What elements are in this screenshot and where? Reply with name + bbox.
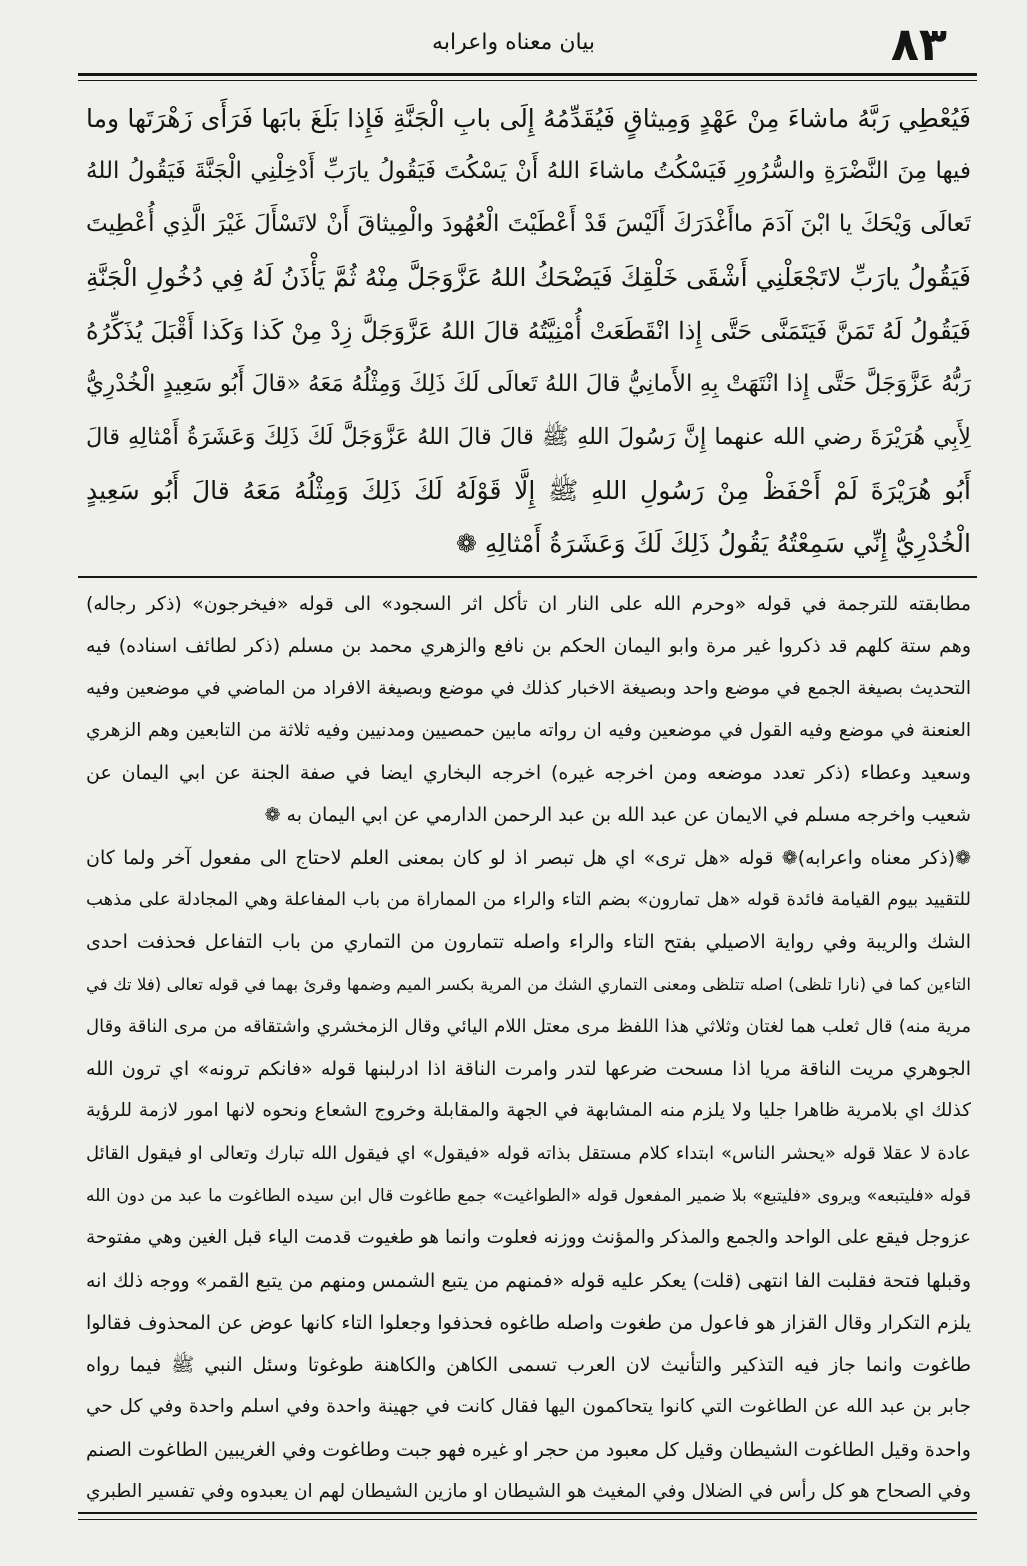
commentary-line: شعيب واخرجه مسلم في الايمان عن عبد الله بن عبد الرحمن الدارمي عن ابي اليمان به ❁ xyxy=(264,804,971,827)
commentary-line: الشك والريبة وفي رواية الاصيلي بفتح التاء والراء واصله تتمارون من التماري من باب التفاعل فحذفت احدى xyxy=(86,931,971,954)
hadith-text-block xyxy=(86,92,971,570)
commentary-line: الجوهري مريت الناقة مريا اذا مسحت ضرعها لتدر وامرت الناقة اذا ادرلبنها قوله «فانكم ترونه» اي ترون الله xyxy=(86,1058,971,1081)
commentary-line: التحديث بصيغة الجمع في موضع واحد وبصيغة الاخبار كذلك في موضع وبصيغة الافراد من الماضي في موضعين وفيه xyxy=(86,677,971,699)
commentary-line: طاغوت وانما جاز فيه التذكير والتأنيث لان العرب تسمى الكاهن والكاهنة طوغوتا وسئل النبي ﷺ فيما رواه xyxy=(86,1354,971,1377)
hadith-line: تَعالَى وَيْحَكَ يا ابْنَ آدَمَ ماأَغْدَرَكَ أَلَيْسَ قَدْ أَعْطَيْتَ الْعُهُودَ والْمِيثاقَ أَنْ لاتَسْأَلَ غَيْرَ الَّذِي أُعْطِيتَ xyxy=(86,211,971,238)
hadith-line: فَيَقُولُ يارَبِّ لاتَجْعَلْنِي أَشْقَى خَلْقِكَ فَيَضْحَكُ اللهُ عَزَّوَجَلَّ مِنْهُ ثُمَّ يَأْذَنُ لَهُ فِي دُخُولِ الْجَنَّةِ xyxy=(86,263,971,293)
commentary-line: ❁(ذكر معناه واعرابه)❁ قوله «هل ترى» اي هل تبصر اذ لو كان بمعنى العلم لاحتاج الى مفعول آخر ولما كان xyxy=(86,846,971,869)
commentary-line: عزوجل فيقع على الواحد والجمع والمذكر والمؤنث ووزنه فعلوت وانما هو طغيوت قدمت الياء قبل الغين وهي مفتوحة xyxy=(86,1227,971,1249)
commentary-line: وقبلها فتحة فقلبت الفا انتهى (قلت) يعكر عليه قوله «فمنهم من يتبع الشمس ومنهم من يتبع القمر» ووجه ذلك انه xyxy=(86,1269,971,1292)
commentary-line: وهم ستة كلهم قد ذكروا غير مرة وابو اليمان الحكم بن نافع والزهري محمد بن مسلم (ذكر لطائف اسناده) فيه xyxy=(86,635,971,658)
hadith-line: فَيُعْطِي رَبَّهُ ماشاءَ مِنْ عَهْدٍ وَمِيثاقٍ فَيُقَدِّمُهُ إِلَى بابِ الْجَنَّةِ فَإِذا بَلَغَ بابَها فَرَأَى زَهْرَتَها وما xyxy=(86,104,971,133)
hadith-line: فَيَقُولُ لَهُ تَمَنَّ فَيَتَمَنَّى حَتَّى إِذا انْقَطَعَتْ أُمْنِيَّتُهُ قالَ اللهُ عَزَّوَجَلَّ زِدْ مِنْ كَذا وَكَذا أَقْبَلَ يُذَكِّرُهُ xyxy=(86,316,971,345)
bottom-rule-thick xyxy=(78,1512,977,1514)
hadith-line: الْخُدْرِيُّ إِنِّي سَمِعْتُهُ يَقُولُ ذَلِكَ لَكَ وَعَشَرَةُ أَمْثالِهِ ❁ xyxy=(455,529,971,558)
page-header xyxy=(70,18,957,70)
commentary-line: للتقييد بيوم القيامة فائدة قوله «هل تمارون» بضم التاء والراء من المماراة من باب المفاعلة وهي المجادلة على مذهب xyxy=(86,888,971,910)
hadith-line: أَبُو هُرَيْرَةَ لَمْ أَحْفَظْ مِنْ رَسُولِ اللهِ ﷺ إِلَّا قَوْلَهُ لَكَ ذَلِكَ وَمِثْلُهُ مَعَهُ قالَ أَبُو سَعِيدٍ xyxy=(86,475,971,505)
commentary-line: مطابقته للترجمة في قوله «وحرم الله على النار ان تأكل اثر السجود» الى قوله «فيخرجون» (ذكر رجاله) xyxy=(86,593,971,615)
top-rule-thin xyxy=(78,80,977,81)
commentary-line: واحدة وقيل الطاغوت الشيطان وقيل كل معبود من حجر او غيره فهو جبت وطاغوت وفي الغريبين الطاغوت الصنم xyxy=(86,1438,971,1461)
hadith-line: فيها مِنَ النَّضْرَةِ والسُّرُورِ فَيَسْكُتُ ماشاءَ اللهُ أَنْ يَسْكُتَ فَيَقُولُ يارَبِّ أَدْخِلْنِي الْجَنَّةَ فَيَقُولُ اللهُ xyxy=(86,158,971,185)
commentary-line: وفي الصحاح هو كل رأس في الضلال وفي المغيث هو الشيطان او مازين الشيطان لهم ان يعبدوه وفي تفسير الطبري xyxy=(86,1480,971,1502)
commentary-line: العنعنة في موضع وفيه القول في موضعين وفيه ان رواته مابين حمصيين ومدنيين وفيه ثلاثة من التابعين وهم الزهري xyxy=(86,719,971,741)
section-divider-rule xyxy=(78,576,977,578)
hadith-line: لِأَبِي هُرَيْرَةَ رضي الله عنهما إِنَّ رَسُولَ اللهِ ﷺ قالَ قالَ اللهُ عَزَّوَجَلَّ لَكَ ذَلِكَ وَعَشَرَةُ أَمْثالِهِ قالَ xyxy=(86,423,971,450)
hadith-line: رَبُّهُ عَزَّوَجَلَّ حَتَّى إِذا انْتَهَتْ بِهِ الأَمانِيُّ قالَ اللهُ تَعالَى لَكَ ذَلِكَ وَمِثْلُهُ مَعَهُ «قالَ أَبُو سَعِيدٍ الْخُدْرِيُّ xyxy=(86,370,971,397)
commentary-line: قوله «فليتبعه» ويروى «فليتبع» بلا ضمير المفعول قوله «الطواغيت» جمع طاغوت قال ابن سيده الطاغوت ما عبد من دون الله xyxy=(86,1185,971,1206)
commentary-text-block xyxy=(86,588,971,1508)
commentary-line: كذلك اي بلامرية ظاهرا جليا ولا يلزم منه المشابهة في الجهة والمقابلة وخروج الشعاع ونحوه لانها امور لازمة للرؤية xyxy=(86,1100,971,1122)
commentary-line: وسعيد وعطاء (ذكر تعدد موضعه ومن اخرجه غيره) اخرجه البخاري ايضا في صفة الجنة عن ابي اليمان عن xyxy=(86,762,971,785)
commentary-line: يلزم التكرار وقال القزاز هو فاعول من طغوت واصله طاغوه فحذفوا وجعلوا التاء كانها عوض عن المحذوف فقالوا xyxy=(86,1311,971,1334)
top-rule-thick xyxy=(78,73,977,76)
bottom-rule-thin xyxy=(78,1519,977,1520)
commentary-line: جابر بن عبد الله عن الطاغوت التي كانوا يتحاكمون اليها فقال كانت في جهينة واحدة وفي اسلم واحدة وفي كل حي xyxy=(86,1396,971,1418)
commentary-line: عادة لا عقلا قوله «يحشر الناس» ابتداء كلام مستقل بذاته قوله «فيقول» اي فيقول الله تبارك وتعالى او فيقول القائل xyxy=(86,1142,971,1164)
commentary-line: مرية منه) قال ثعلب هما لغتان وثلاثي هذا اللفظ مرى معتل اللام اليائي وقال الزمخشري واشتقاقه من مرى الناقة وقال xyxy=(86,1015,971,1037)
commentary-line: التاءين كما في (نارا تلظى) اصله تتلظى ومعنى التماري الشك من المرية بكسر الميم وضمها وقرئ بهما في قوله تعالى (فلا تك في xyxy=(86,974,971,994)
running-title: بيان معناه واعرابه xyxy=(432,30,595,55)
page-number: ٨٣ xyxy=(890,17,947,71)
